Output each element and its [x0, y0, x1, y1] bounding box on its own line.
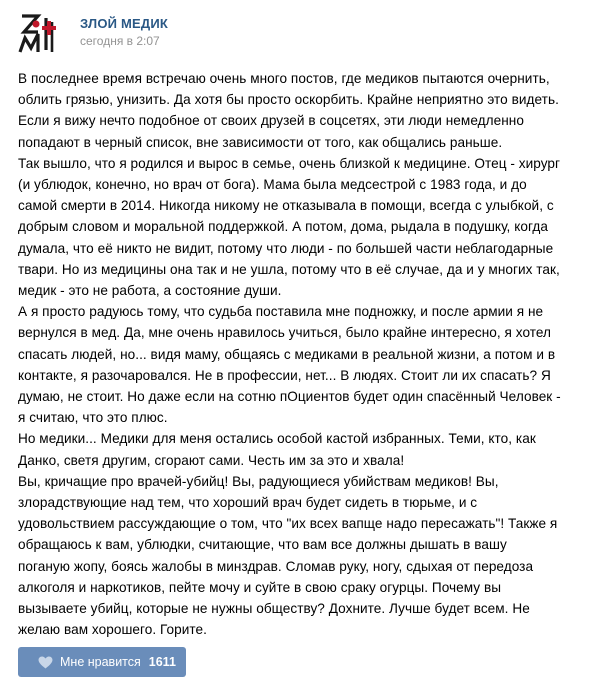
post-text-line: Вы, кричащие про врачей-убийц! Вы, радующиеся убийствам медиков! Вы, — [18, 473, 499, 489]
post-text-line: желаю вам хорошего. Горите. — [18, 622, 207, 638]
post-text-line: злорадствующие над тем, что хороший врач будет сидеть в тюрьме, и с — [18, 495, 478, 511]
like-label: Мне нравится — [60, 655, 141, 669]
post-text-line: контакте, я разочаровался. Не в профессии, нет... В людях. Стоит ли их спасать? Я — [18, 367, 551, 383]
post-text-line: В последнее время встречаю очень много постов, где медиков пытаются очернить, — [18, 71, 550, 86]
post-text-line: спасать людей, но... видя маму, общаясь с медиками в реальной жизни, а потом и в — [18, 346, 556, 362]
like-count: 1611 — [148, 655, 176, 669]
like-button[interactable] — [18, 647, 186, 677]
post-text-line: обращаюсь к вам, ублюдки, считающие, что вам все должны дышать в вашу — [18, 537, 507, 553]
heart-icon — [38, 656, 53, 669]
post-text-line: удовольствием рассуждающие о том, что "их всех вапще надо пересажать"! Также я — [18, 516, 558, 532]
post-text-line: Так вышло, что я родился и вырос в семье, очень близкой к медицине. Отец - хирург — [18, 155, 561, 171]
post-text-line: попадают в черный список, вне зависимости от того, как общались раньше. — [18, 134, 503, 150]
author-block — [80, 16, 168, 49]
post-text — [18, 68, 586, 640]
post-text-line: добрым словом и моральной поддержкой. А потом, дома, рыдала в подушку, когда — [18, 219, 548, 235]
post-header — [16, 8, 168, 56]
avatar[interactable] — [16, 8, 64, 56]
post-text-line: вызываете убийц, которые не нужны обществу? Дохните. Лучше будет всем. Не — [18, 601, 530, 617]
post-time[interactable]: сегодня в 2:07 — [80, 33, 160, 48]
post-text-line: А я просто радуюсь тому, что судьба поставила мне подножку, и после армии я не — [18, 304, 544, 320]
post-text-line: я считаю, что это плюс. — [18, 410, 168, 426]
post-text-line: поганую жопу, боясь жалобы в минздрав. Сломав руку, ногу, сдыхая от передоза — [18, 558, 534, 574]
post-text-line: (и ублюдок, конечно, но врач от бога). Мама была медсестрой с 1983 года, и до — [18, 177, 527, 193]
post-text-line: вернулся в мед. Да, мне очень нравилось учиться, было крайне интересно, я хотел — [18, 325, 552, 341]
post-text-line: самой смерти в 2014. Никогда никому не отказывала в помощи, всегда с улыбкой, с — [18, 198, 554, 214]
author-name[interactable]: ЗЛОЙ МЕДИК — [80, 15, 169, 31]
zm-monogram-logo — [16, 8, 64, 56]
post-text-line: думала, что её никто не видит, потому что люди - по большей части неблагодарные — [18, 240, 554, 256]
post-text-line: Но медики... Медики для меня остались особой кастой избранных. Теми, кто, как — [18, 431, 536, 447]
post-text-line: Данко, светя другим, сгорают сами. Честь им за это и хвала! — [18, 452, 405, 468]
post-text-line: Если я вижу нечто подобное от своих друзей в соцсетях, эти люди немедленно — [18, 113, 524, 129]
post-text-line: думаю, не стоит. Но даже если на сотню пОциентов будет один спасённый Человек - — [18, 389, 561, 405]
post-text-line: медик - это не работа, а состояние души. — [18, 283, 282, 299]
post-text-line: твари. Но из медицины она так и не ушла, потому что в её случае, да и у многих так, — [18, 261, 560, 277]
post-text-line: алкоголя и наркотиков, пейте мочу и суйте в свою сраку огурцы. Почему вы — [18, 579, 502, 595]
post-text-line: облить грязью, унизить. Да хотя бы просто оскорбить. Крайне неприятно это видеть. — [18, 92, 559, 108]
